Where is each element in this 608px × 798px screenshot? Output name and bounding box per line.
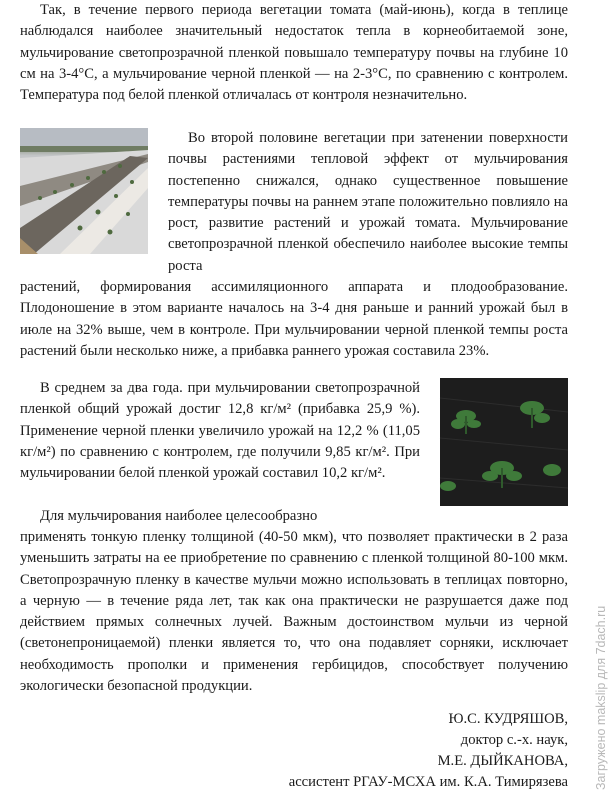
paragraph-4-continued: применять тонкую пленку толщиной (40-50 мкм), что позволяет практически в 2 раза уменьшить затраты на ее приобретение по сравнению с пленкой толщиной 80-100 мкм. Светопрозрачную пленку в качестве мульчи можно использовать в теплицах повторно, а черную — в течение ряда лет, так как она практически не разрушается даже под действием прямых солнечных лучей. Важным достоинством мульчи из черной (светонепроницаемой) пленки является то, что она подавляет сорняки, исключает необходимость прополки и применения гербицидов, способствует получению экологически безопасной продукции. <box>20 529 568 695</box>
author-2-title: ассистент РГАУ-МСХА им. К.А. Тимирязева <box>288 774 568 790</box>
author-1-title: доктор с.-х. наук, <box>460 732 568 748</box>
paragraph-2-continued: растений, формирования ассимиляционного аппарата и плодообразование. Плодоношение в этом варианте началось на 3-4 дня раньше и ранний урожай был в июле на 32% выше, чем в контроле. При мульчировании черной пленкой темпы роста растений были несколько ниже, а прибавка раннего урожая составила 23%. <box>20 279 568 359</box>
author-2-name: М.Е. ДЫЙКАНОВА, <box>437 753 568 769</box>
paragraph-4-start: Для мульчирования наиболее целесообразно <box>40 508 318 524</box>
author-1-name: Ю.С. КУДРЯШОВ, <box>448 711 568 727</box>
site-watermark <box>578 540 608 790</box>
black-mulch-tomato-photo <box>440 378 568 506</box>
paragraph-2-beside-photo: Во второй половине вегетации при затенении поверхности почвы растениями тепловой эффект от мульчирования постепенно снижался, однако существенное повышение температуры почвы на раннем этапе положительно повлияло на рост, развитие растений и урожай томата. Мульчирование светопрозрачной пленкой обеспечило наиболее высокие темпы роста <box>168 130 568 274</box>
paragraph-1: Так, в течение первого периода вегетации томата (май-июнь), когда в теплице наблюдался наиболее значительный недостаток тепла в корнеобитаемой зоне, мульчирование светопрозрачной пленкой повышало температуру почвы на глубине 10 см на 3-4°С, а мульчирование черной пленкой — на 2-3°С, по сравнению с контролем. Температура под белой пленкой отличалась от контроля незначительно. <box>20 2 568 104</box>
greenhouse-mulch-photo <box>20 128 148 254</box>
watermark-text: Загружено makslip для 7dach.ru <box>594 605 608 790</box>
paragraph-3: В среднем за два года. при мульчировании светопрозрачной пленкой общий урожай достиг 12,8 кг/м² (прибавка 25,9 %). Применение черной пленки увеличило урожай на 12,2 % (11,05 кг/м²) по сравнению с контролем, где получили 9,85 кг/м². При мульчировании белой пленкой урожай составил 10,2 кг/м². <box>20 380 420 482</box>
